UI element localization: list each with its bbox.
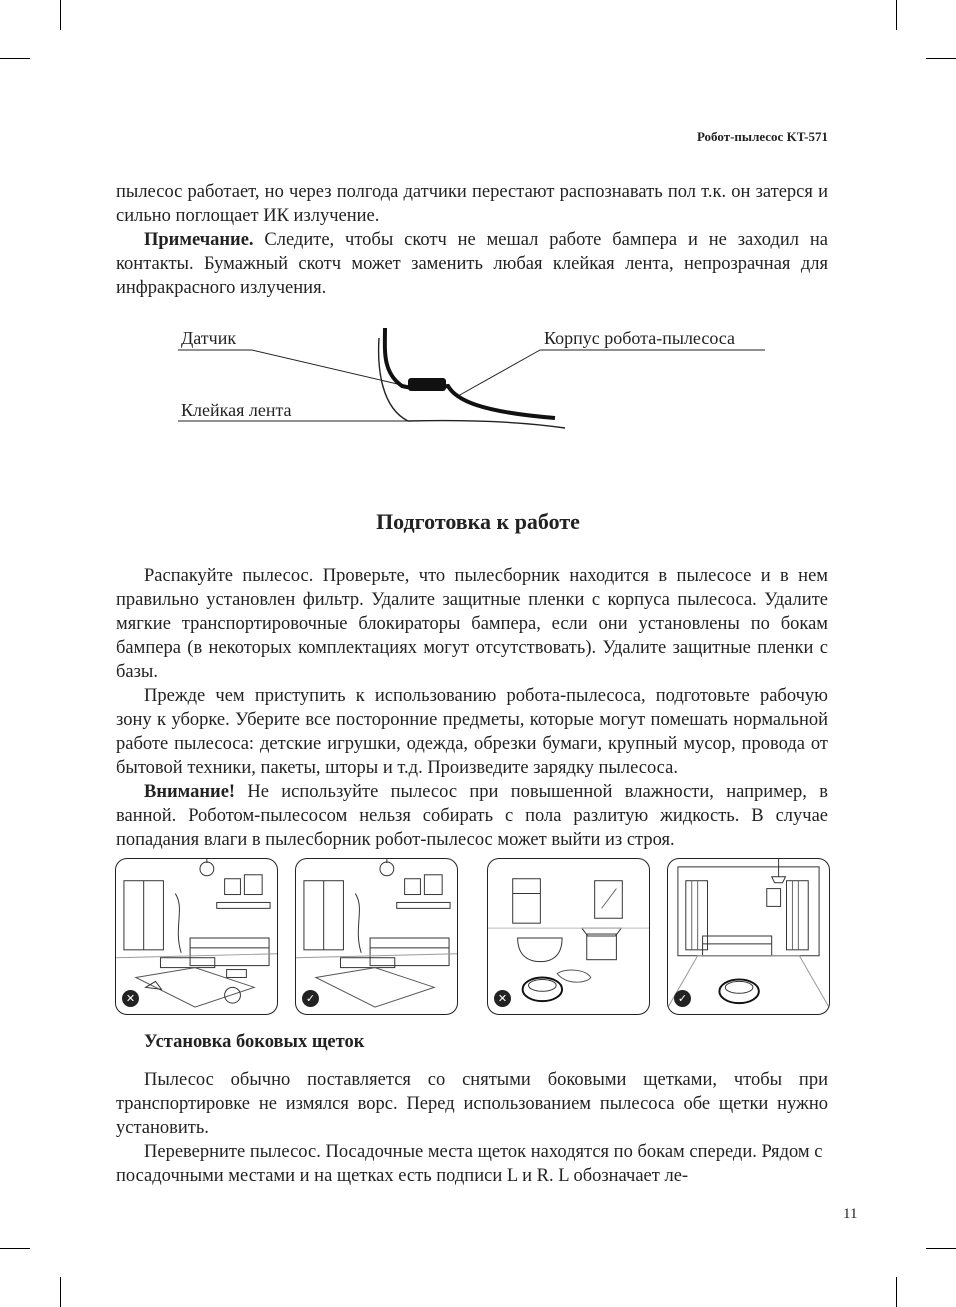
note-paragraph bbox=[116, 228, 828, 300]
check-icon: ✓ bbox=[302, 990, 319, 1007]
wrong-icon: ✕ bbox=[494, 990, 511, 1007]
label-tape: Клейкая лента bbox=[181, 400, 292, 420]
crop-mark bbox=[0, 58, 30, 59]
running-header: Робот-пылесос KT-571 bbox=[696, 129, 828, 144]
page-number: 11 bbox=[843, 1206, 858, 1222]
note-text: Следите, чтобы скотч не мешал работе бампера и не заходил на контакты. Бумажный скотч может заменить любая клейкая лента, непрозрачная для инфракрасного излучения. bbox=[116, 230, 828, 298]
unpack-paragraph: Распакуйте пылесос. Проверьте, что пылесборник находится в пылесосе и в нем правильно установлен фильтр. Удалите защитные пленки с корпуса пылесоса. Удалите мягкие транспортировочные блокираторы бампера, если они установлены по бокам бампера (в некоторых комплектациях могут отсутствовать). Удалите защитные пленки с базы. bbox=[116, 566, 828, 682]
crop-mark bbox=[60, 0, 61, 30]
check-icon: ✓ bbox=[674, 990, 691, 1007]
warning-text: Не используйте пылесос при повышенной влажности, например, в ванной. Роботом-пылесосом нельзя собирать с пола разлитую жидкость. В случае попадания влаги в пылесборник робот-пылесос может выйти из строя. bbox=[116, 782, 828, 850]
prepare-paragraph: Прежде чем приступить к использованию робота-пылесоса, подготовьте рабочую зону к уборке. Уберите все посторонние предметы, которые могут помешать нормальной работе пылесоса: детские игрушки, одежда, обрезки бумаги, крупный мусор, провода от бытовой техники, пакеты, шторы и т.д. Произведите зарядку пылесоса. bbox=[116, 686, 828, 778]
intro-paragraph: пылесос работает, но через полгода датчики перестают распознавать пол т.к. он затерся и сильно поглощает ИК излучение. bbox=[116, 182, 828, 226]
illustration-cluttered-room bbox=[115, 858, 278, 1015]
label-sensor: Датчик bbox=[181, 328, 237, 348]
illustration-dry-living-room bbox=[667, 858, 830, 1015]
brushes-paragraph-1: Пылесос обычно поставляется со снятыми боковыми щетками, чтобы при транспортировке не измялся ворс. Перед использованием пылесоса обе щетки нужно установить. bbox=[116, 1070, 828, 1138]
note-label: Примечание. bbox=[144, 230, 254, 250]
warning-paragraph bbox=[116, 780, 828, 852]
illustration-wet-bathroom bbox=[487, 858, 650, 1015]
crop-mark bbox=[896, 1277, 897, 1307]
diagram-drawing bbox=[170, 320, 770, 440]
section-title: Подготовка к работе bbox=[376, 509, 580, 534]
warning-label: Внимание! bbox=[144, 782, 236, 802]
brushes-heading: Установка боковых щеток bbox=[144, 1032, 365, 1052]
wrong-icon: ✕ bbox=[122, 990, 139, 1007]
crop-mark bbox=[0, 1248, 30, 1249]
crop-mark bbox=[926, 58, 956, 59]
label-body: Корпус робота-пылесоса bbox=[544, 328, 736, 348]
crop-mark bbox=[60, 1277, 61, 1307]
brushes-paragraph-2: Переверните пылесос. Посадочные места щеток находятся по бокам спереди. Рядом с посадочными местами и на щетках есть подписи L и R. L обозначает ле- bbox=[116, 1142, 823, 1186]
crop-mark bbox=[896, 0, 897, 30]
illustration-clean-room bbox=[295, 858, 458, 1015]
crop-mark bbox=[926, 1248, 956, 1249]
